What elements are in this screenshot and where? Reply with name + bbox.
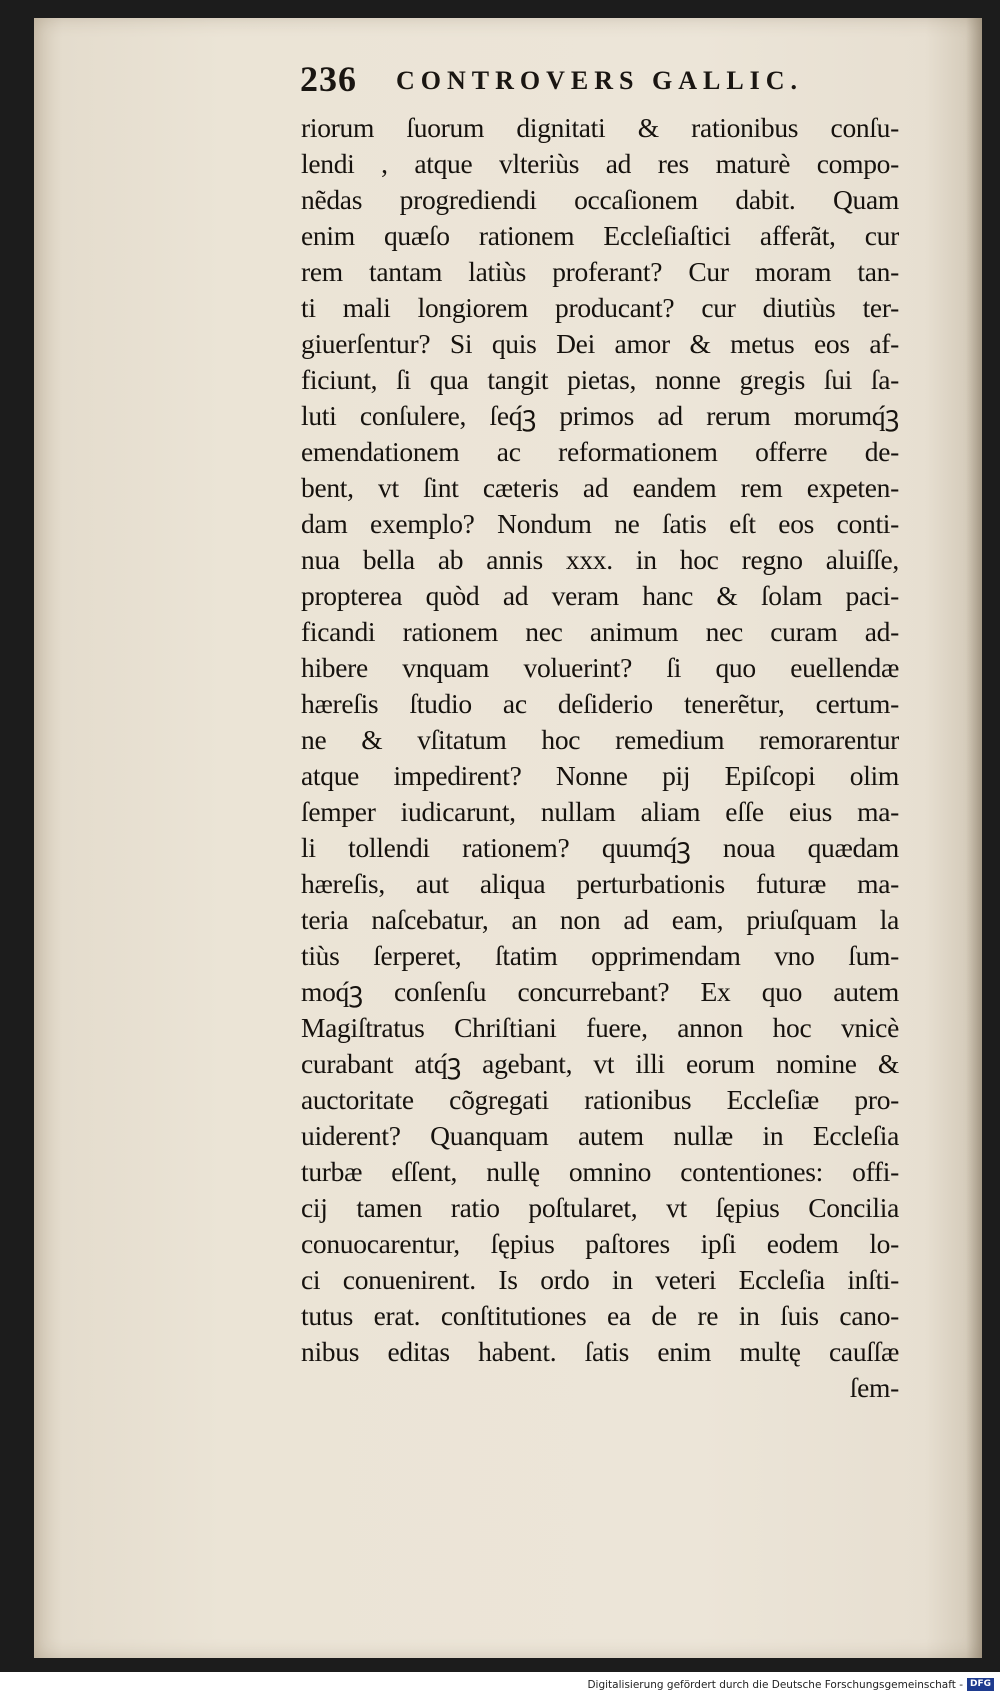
- text-line: uiderent? Quanquam autem nullæ in Eccleſia: [301, 1120, 899, 1151]
- credit-text: Digitalisierung gefördert durch die Deutsche Forschungsgemeinschaft -: [587, 1678, 963, 1691]
- text-line: ficandi rationem nec animum nec curam ad-: [301, 616, 899, 647]
- text-line: ci conuenirent. Is ordo in veteri Eccleſia inſti-: [301, 1264, 899, 1295]
- text-line: ti mali longiorem producant? cur diutiùs ter-: [301, 292, 899, 323]
- text-line: nibus editas habent. ſatis enim multę cauſſæ: [301, 1336, 899, 1367]
- text-line: tutus erat. conſtitutiones ea de re in ſuis cano-: [301, 1300, 899, 1331]
- text-line: riorum ſuorum dignitati & rationibus conſu-: [301, 112, 899, 143]
- text-line: emendationem ac reformationem offerre de-: [301, 436, 899, 467]
- text-line: luti conſulere, ſeq́ꝫ primos ad rerum morumq́ꝫ: [301, 400, 899, 431]
- running-head: CONTROVERS GALLIC.: [396, 66, 804, 95]
- text-line: auctoritate cõgregati rationibus Eccleſiæ pro-: [301, 1084, 899, 1115]
- text-line: hibere vnquam voluerint? ſi quo euellendæ: [301, 652, 899, 683]
- text-line: propterea quòd ad veram hanc & ſolam paci-: [301, 580, 899, 611]
- text-line: bent, vt ſint cæteris ad eandem rem expeten-: [301, 472, 899, 503]
- text-line: li tollendi rationem? quumq́ꝫ noua quædam: [301, 832, 899, 863]
- text-line: enim quæſo rationem Eccleſiaſtici afferãt, cur: [301, 220, 899, 251]
- text-line: ne & vſitatum hoc remedium remorarentur: [301, 724, 899, 755]
- text-line: Magiſtratus Chriſtiani fuere, annon hoc vnicè: [301, 1012, 899, 1043]
- text-line: hæreſis, aut aliqua perturbationis futuræ ma-: [301, 868, 899, 899]
- text-line: dam exemplo? Nondum ne ſatis eſt eos conti-: [301, 508, 899, 539]
- dfg-logo: DFG: [967, 1678, 994, 1691]
- page-edge-shadow: [966, 18, 982, 1658]
- text-line: tiùs ſerperet, ſtatim opprimendam vno ſum-: [301, 940, 899, 971]
- text-line: atque impedirent? Nonne pij Epiſcopi olim: [301, 760, 899, 791]
- text-line: teria naſcebatur, an non ad eam, priuſquam la: [301, 904, 899, 935]
- text-line: rem tantam latiùs proferant? Cur moram tan-: [301, 256, 899, 287]
- catchword: ſem-: [849, 1372, 899, 1403]
- digitization-credit: [587, 1678, 994, 1691]
- text-line: moq́ꝫ conſenſu concurrebant? Ex quo autem: [301, 976, 899, 1007]
- text-line: ficiunt, ſi qua tangit pietas, nonne gregis ſui ſa-: [301, 364, 899, 395]
- page-number: 236: [300, 59, 357, 99]
- text-line: nua bella ab annis xxx. in hoc regno aluiſſe,: [301, 544, 899, 575]
- page-header: [300, 54, 900, 104]
- text-line: ſemper iudicarunt, nullam aliam eſſe eius ma-: [301, 796, 899, 827]
- text-line: giuerſentur? Si quis Dei amor & metus eos af-: [301, 328, 899, 359]
- text-line: turbæ eſſent, nullę omnino contentiones: offi-: [301, 1156, 899, 1187]
- text-line: conuocarentur, ſępius paſtores ipſi eodem lo-: [301, 1228, 899, 1259]
- text-line: lendi , atque vlteriùs ad res maturè compo-: [301, 148, 899, 179]
- body-text: [301, 110, 899, 1406]
- text-line: hæreſis ſtudio ac deſiderio tenerẽtur, certum-: [301, 688, 899, 719]
- text-line: nẽdas progrediendi occaſionem dabit. Quam: [301, 184, 899, 215]
- text-line: curabant atq́ꝫ agebant, vt illi eorum nomine &: [301, 1048, 899, 1079]
- text-line: cij tamen ratio poſtularet, vt ſępius Concilia: [301, 1192, 899, 1223]
